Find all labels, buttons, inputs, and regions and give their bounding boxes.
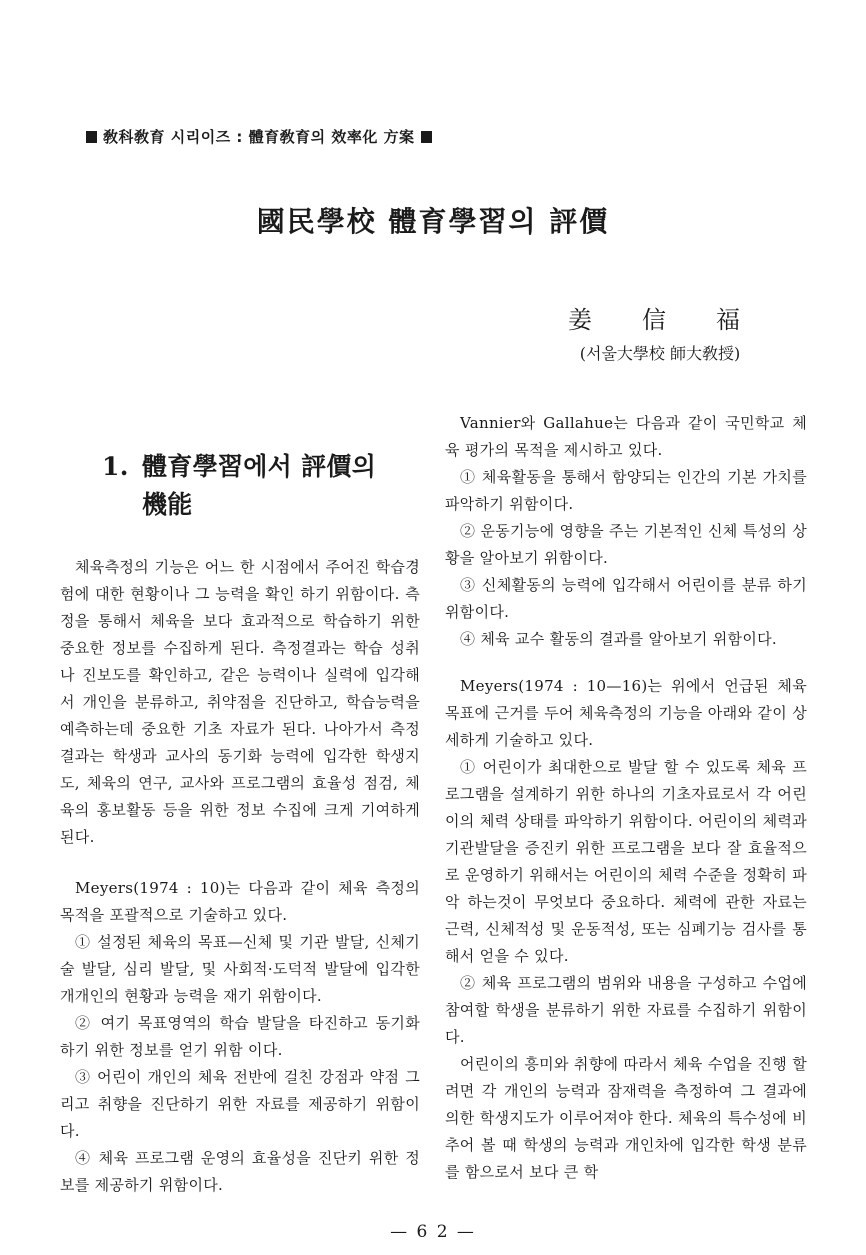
- section-number: 1.: [102, 452, 129, 481]
- author-name-char: 姜: [568, 306, 592, 334]
- paragraph: 체육측정의 기능은 어느 한 시점에서 주어진 학습경험에 대한 현황이나 그 능력을 확인 하기 위함이다. 측정을 통해서 체육을 보다 효과적으로 학습하기 위한 중요한 정보를 수집하게 된다. 측정결과는 학습 성취나 진보도를 확인하고, 같은 능력이나 실력에 입각해서 개인을 분류하고, 취약점을 진단하고, 학습능력을 예측하는데 중요한 기초 자료가 된다. 나아가서 측정결과는 학생과 교사의 동기화 능력에 입각한 학생지도, 체육의 연구, 교사와 프로그램의 효율성 점검, 체육의 홍보활동 등을 위한 정보 수집에 크게 기여하게 된다.: [60, 558, 420, 846]
- page-number: — 6 2 —: [390, 1222, 476, 1242]
- paragraph: ① 설정된 체육의 목표—신체 및 기관 발달, 신체기술 발달, 심리 발달, 및 사회적·도덕적 발달에 입각한 개개인의 현황과 능력을 재기 위함이다.: [60, 933, 420, 1005]
- article-title: 國民學校 體育學習의 評價: [256, 205, 610, 238]
- paragraph: Vannier와 Gallahue는 다음과 같이 국민학교 체육 평가의 목적을 제시하고 있다.: [445, 414, 807, 459]
- paragraph: ③ 신체활동의 능력에 입각해서 어린이를 분류 하기 위함이다.: [445, 576, 807, 621]
- paragraph: ③ 어린이 개인의 체육 전반에 걸친 강점과 약점 그리고 취향을 진단하기 위한 자료를 제공하기 위함이다.: [60, 1068, 420, 1140]
- paragraph: ② 체육 프로그램의 범위와 내용을 구성하고 수업에 참여할 학생을 분류하기 위한 자료를 수집하기 위함이다.: [445, 974, 807, 1046]
- paragraph: ① 체육활동을 통해서 함양되는 인간의 기본 가치를 파악하기 위함이다.: [445, 468, 807, 513]
- section-title-line1: 體育學習에서 評價의: [142, 452, 377, 481]
- author-block: [560, 300, 760, 364]
- author-affiliation: (서울大學校 師大敎授): [579, 344, 741, 363]
- paragraph: 어린이의 흥미와 취향에 따라서 체육 수업을 진행 할려면 각 개인의 능력과 잠재력을 측정하여 그 결과에 의한 학생지도가 이루어져야 한다. 체육의 특수성에 비추어 볼 때 학생의 능력과 개인차에 입각한 학생 분류를 함으로서 보다 큰 학: [445, 1055, 807, 1181]
- paragraph: ② 여기 목표영역의 학습 발달을 타진하고 동기화 하기 위한 정보를 얻기 위함 이다.: [60, 1014, 420, 1059]
- paragraph: Meyers(1974 : 10)는 다음과 같이 체육 측정의 목적을 포괄적으로 기술하고 있다.: [60, 879, 420, 924]
- author-name-char: 福: [716, 306, 740, 334]
- paragraph: Meyers(1974 : 10—16)는 위에서 언급된 체육 목표에 근거를 두어 체육측정의 기능을 아래와 같이 상세하게 기술하고 있다.: [445, 677, 807, 749]
- section-title-line2: 機能: [142, 490, 193, 519]
- left-column: [60, 410, 420, 1199]
- series-header: [80, 126, 438, 147]
- square-bullet-icon: [86, 131, 97, 143]
- author-name: [560, 300, 760, 335]
- series-title: 敎科敎育 시리이즈 : 體育敎育의 效率化 方案: [103, 128, 415, 146]
- right-column: [445, 410, 807, 1186]
- paragraph: ④ 체육 교수 활동의 결과를 알아보기 위함이다.: [460, 630, 777, 648]
- section-heading: [102, 448, 420, 524]
- paragraph: ④ 체육 프로그램 운영의 효율성을 진단키 위한 정보를 제공하기 위함이다.: [60, 1149, 420, 1194]
- square-bullet-icon: [421, 131, 432, 143]
- author-name-char: 信: [642, 306, 666, 334]
- paragraph: ② 운동기능에 영향을 주는 기본적인 신체 특성의 상황을 알아보기 위함이다.: [445, 522, 807, 567]
- paragraph: ① 어린이가 최대한으로 발달 할 수 있도록 체육 프로그램을 설계하기 위한 하나의 기초자료로서 각 어린이의 체력 상태를 파악하기 위함이다. 어린이의 체력과 기관발달을 증진키 위한 프로그램을 보다 잘 효율적으로 운영하기 위해서는 어린이의 체력 수준을 정확히 파악 하는것이 무엇보다 중요하다. 체력에 관한 자료는 근력, 신체적성 및 운동적성, 또는 심폐기능 검사를 통해서 얻을 수 있다.: [445, 758, 807, 965]
